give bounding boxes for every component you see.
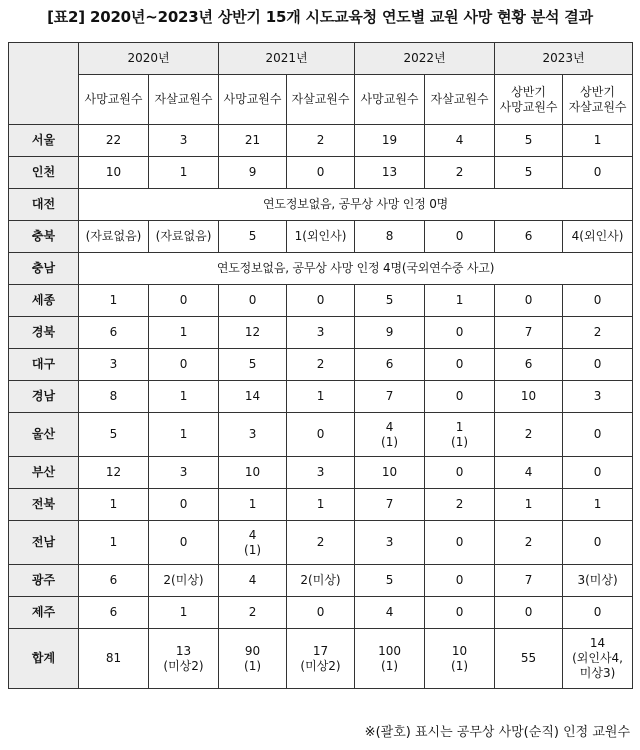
data-cell: 0 <box>149 489 219 521</box>
merged-note-cell: 연도정보없음, 공무상 사망 인정 0명 <box>79 189 633 221</box>
data-cell: 9 <box>219 157 287 189</box>
data-cell: 0 <box>287 285 355 317</box>
data-cell: 14 <box>219 381 287 413</box>
data-cell: 0 <box>425 317 495 349</box>
data-cell: 0 <box>425 457 495 489</box>
region-cell: 충남 <box>9 253 79 285</box>
data-cell: 1 <box>149 413 219 457</box>
data-cell: 10 <box>79 157 149 189</box>
data-cell: 3 <box>563 381 633 413</box>
data-cell: 0 <box>425 521 495 565</box>
data-cell: 90 (1) <box>219 629 287 689</box>
region-cell: 전북 <box>9 489 79 521</box>
subheader-row <box>9 75 633 125</box>
data-cell: 9 <box>355 317 425 349</box>
data-cell: 1 <box>219 489 287 521</box>
data-cell: 3 <box>149 457 219 489</box>
table-row <box>9 253 633 285</box>
table-row <box>9 285 633 317</box>
data-cell: 1 <box>425 285 495 317</box>
data-cell: 0 <box>287 413 355 457</box>
region-cell: 합계 <box>9 629 79 689</box>
data-cell: 6 <box>355 349 425 381</box>
data-cell: 13 (미상2) <box>149 629 219 689</box>
year-header-row <box>9 43 633 75</box>
data-cell: 2(미상) <box>149 565 219 597</box>
data-cell: 0 <box>563 157 633 189</box>
data-cell: 5 <box>495 157 563 189</box>
region-cell: 제주 <box>9 597 79 629</box>
data-cell: 8 <box>355 221 425 253</box>
data-cell: 0 <box>425 349 495 381</box>
data-cell: 1 <box>149 381 219 413</box>
data-cell: 2 <box>287 125 355 157</box>
data-cell: 3 <box>79 349 149 381</box>
table-row <box>9 489 633 521</box>
table-row <box>9 381 633 413</box>
data-cell: 0 <box>425 381 495 413</box>
data-cell: 0 <box>219 285 287 317</box>
region-cell: 인천 <box>9 157 79 189</box>
data-cell: 1 <box>79 521 149 565</box>
table-row <box>9 413 633 457</box>
data-cell: 4 <box>495 457 563 489</box>
data-cell: 3 <box>287 317 355 349</box>
table-row <box>9 565 633 597</box>
data-cell: 55 <box>495 629 563 689</box>
data-cell: 2 <box>219 597 287 629</box>
data-cell: 5 <box>79 413 149 457</box>
data-cell: 3 <box>219 413 287 457</box>
data-cell: 5 <box>495 125 563 157</box>
table-row <box>9 157 633 189</box>
table-row <box>9 125 633 157</box>
data-cell: 7 <box>355 489 425 521</box>
subheader-cell: 사망교원수 <box>355 75 425 125</box>
data-cell: 5 <box>355 565 425 597</box>
teacher-death-table <box>8 42 633 689</box>
data-cell: 0 <box>563 285 633 317</box>
data-cell: 7 <box>355 381 425 413</box>
data-cell: 0 <box>149 349 219 381</box>
data-cell: 0 <box>563 413 633 457</box>
data-cell: 0 <box>287 157 355 189</box>
data-cell: 1 <box>79 285 149 317</box>
data-cell: 10 <box>495 381 563 413</box>
data-cell: 3 <box>287 457 355 489</box>
data-cell: 81 <box>79 629 149 689</box>
table-row <box>9 221 633 253</box>
data-cell: 14 (외인사4, 미상3) <box>563 629 633 689</box>
data-cell: 100 (1) <box>355 629 425 689</box>
region-cell: 경북 <box>9 317 79 349</box>
data-cell: 5 <box>219 349 287 381</box>
data-cell: 6 <box>79 597 149 629</box>
region-cell: 부산 <box>9 457 79 489</box>
data-cell: 10 <box>219 457 287 489</box>
subheader-cell: 자살교원수 <box>149 75 219 125</box>
data-cell: 0 <box>495 285 563 317</box>
data-cell: 1 <box>563 489 633 521</box>
data-cell: 4 (1) <box>355 413 425 457</box>
region-cell: 서울 <box>9 125 79 157</box>
data-cell: 1 <box>287 489 355 521</box>
data-cell: 3 <box>149 125 219 157</box>
region-cell: 전남 <box>9 521 79 565</box>
data-cell: 4 (1) <box>219 521 287 565</box>
region-cell: 울산 <box>9 413 79 457</box>
subheader-cell: 상반기 사망교원수 <box>495 75 563 125</box>
data-cell: 4 <box>425 125 495 157</box>
region-cell: 세종 <box>9 285 79 317</box>
data-cell: 12 <box>219 317 287 349</box>
data-cell: 2 <box>563 317 633 349</box>
footnote: ※(괄호) 표시는 공무상 사망(순직) 인정 교원수 <box>364 725 630 740</box>
region-cell: 광주 <box>9 565 79 597</box>
subheader-cell: 자살교원수 <box>425 75 495 125</box>
data-cell: 0 <box>425 221 495 253</box>
data-cell: 2 <box>495 413 563 457</box>
region-cell: 경남 <box>9 381 79 413</box>
data-cell: 13 <box>355 157 425 189</box>
region-cell: 대전 <box>9 189 79 221</box>
data-cell: 21 <box>219 125 287 157</box>
data-cell: 3 <box>355 521 425 565</box>
data-cell: 10 <box>355 457 425 489</box>
table-row <box>9 457 633 489</box>
region-cell: 대구 <box>9 349 79 381</box>
data-cell: 0 <box>149 285 219 317</box>
data-cell: 5 <box>355 285 425 317</box>
data-cell: 0 <box>563 457 633 489</box>
data-cell: 4 <box>219 565 287 597</box>
year-header: 2023년 <box>495 43 633 75</box>
data-cell: 3(미상) <box>563 565 633 597</box>
data-cell: 1 <box>149 597 219 629</box>
data-cell: 22 <box>79 125 149 157</box>
data-cell: 0 <box>287 597 355 629</box>
subheader-cell: 상반기 자살교원수 <box>563 75 633 125</box>
data-cell: 0 <box>425 597 495 629</box>
corner-cell <box>9 43 79 125</box>
year-header: 2022년 <box>355 43 495 75</box>
subheader-cell: 자살교원수 <box>287 75 355 125</box>
data-cell: 1 <box>79 489 149 521</box>
data-cell: 6 <box>79 317 149 349</box>
data-cell: 0 <box>149 521 219 565</box>
year-header: 2021년 <box>219 43 355 75</box>
data-cell: 2 <box>425 157 495 189</box>
table-row <box>9 349 633 381</box>
data-cell: 1 <box>287 381 355 413</box>
merged-note-cell: 연도정보없음, 공무상 사망 인정 4명(국외연수중 사고) <box>79 253 633 285</box>
data-cell: 7 <box>495 565 563 597</box>
data-cell: 2 <box>287 349 355 381</box>
data-cell: 5 <box>219 221 287 253</box>
data-cell: 17 (미상2) <box>287 629 355 689</box>
data-cell: 6 <box>495 349 563 381</box>
data-cell: 1(외인사) <box>287 221 355 253</box>
table-row <box>9 189 633 221</box>
data-cell: (자료없음) <box>149 221 219 253</box>
data-cell: 2 <box>495 521 563 565</box>
data-cell: 10 (1) <box>425 629 495 689</box>
table-title: [표2] 2020년~2023년 상반기 15개 시도교육청 연도별 교원 사망 현황 분석 결과 <box>47 8 593 26</box>
data-cell: 7 <box>495 317 563 349</box>
data-cell: 1 <box>149 157 219 189</box>
data-cell: 4(외인사) <box>563 221 633 253</box>
data-cell: 1 <box>149 317 219 349</box>
data-cell: 1 <box>495 489 563 521</box>
subheader-cell: 사망교원수 <box>219 75 287 125</box>
data-cell: 19 <box>355 125 425 157</box>
data-cell: 0 <box>563 597 633 629</box>
table-row <box>9 317 633 349</box>
data-cell: 0 <box>563 349 633 381</box>
data-cell: 4 <box>355 597 425 629</box>
data-cell: 2 <box>425 489 495 521</box>
data-cell: 6 <box>495 221 563 253</box>
data-cell: 6 <box>79 565 149 597</box>
data-cell: 8 <box>79 381 149 413</box>
data-cell: 0 <box>495 597 563 629</box>
region-cell: 충북 <box>9 221 79 253</box>
total-row <box>9 629 633 689</box>
data-cell: 2 <box>287 521 355 565</box>
data-cell: 1 (1) <box>425 413 495 457</box>
data-cell: 12 <box>79 457 149 489</box>
data-cell: 2(미상) <box>287 565 355 597</box>
table-row <box>9 521 633 565</box>
subheader-cell: 사망교원수 <box>79 75 149 125</box>
data-cell: 1 <box>563 125 633 157</box>
data-cell: (자료없음) <box>79 221 149 253</box>
year-header: 2020년 <box>79 43 219 75</box>
data-cell: 0 <box>563 521 633 565</box>
table-row <box>9 597 633 629</box>
data-cell: 0 <box>425 565 495 597</box>
